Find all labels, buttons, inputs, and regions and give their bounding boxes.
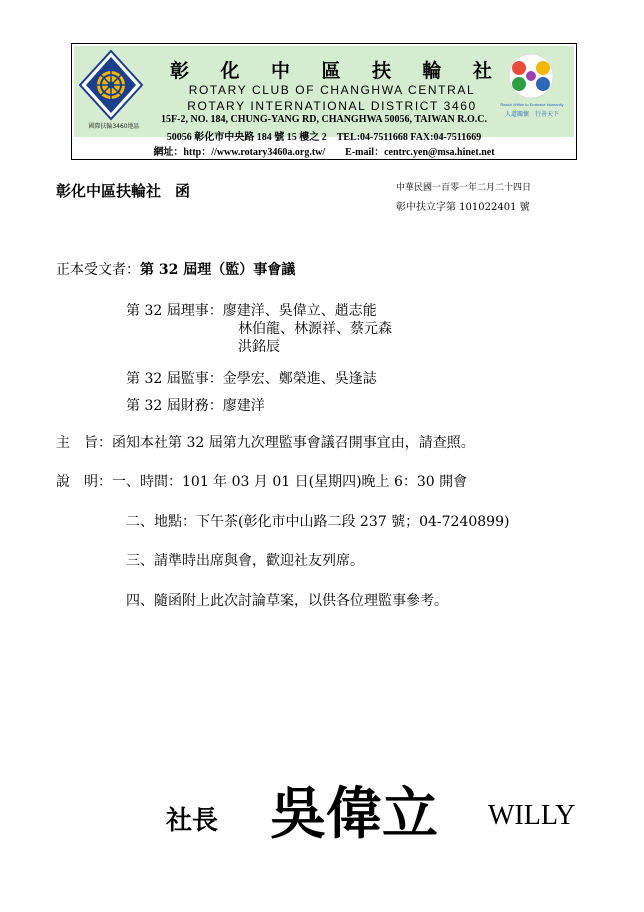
club-name-char: 彰 — [170, 60, 190, 82]
subject-label: 主 旨： — [56, 435, 112, 451]
directors-label: 第 32 屆理事： — [126, 303, 223, 319]
heart-yellow-icon — [536, 61, 550, 75]
treasurer-name: 廖建洋 — [222, 398, 265, 414]
club-name-char: 社 — [472, 60, 492, 82]
recipient-value: 第 32 屆理（監）事會議 — [140, 262, 296, 278]
humanity-tagline: Reach Within to Embrace Humanity — [500, 102, 564, 107]
sender — [56, 180, 190, 201]
district-name-en: ROTARY INTERNATIONAL DISTRICT 3460 — [187, 99, 477, 113]
club-name-char: 區 — [321, 60, 341, 82]
club-name-char: 中 — [270, 60, 290, 82]
club-name-char: 輪 — [422, 60, 442, 82]
explanation-item: 二、地點：下午茶(彰化市中山路二段 237 號；04-7240899) — [126, 514, 510, 530]
explanation-item: 一、時間：101 年 03 月 01 日(星期四)晚上 6：30 開會 — [112, 474, 468, 490]
document-date: 中華民國一百零一年二月二十四日 — [396, 183, 532, 193]
explanation-item: 三、請準時出席與會，歡迎社友列席。 — [126, 553, 364, 569]
heart-red-icon — [512, 61, 526, 75]
club-name-en: ROTARY CLUB OF CHANGHWA CENTRAL — [188, 83, 476, 97]
directors-names: 廖建洋、吳偉立、趙志能 — [222, 303, 377, 319]
treasurer-line — [126, 395, 265, 415]
directors-names-3: 洪銘辰 — [238, 339, 280, 355]
recipient-line — [56, 259, 295, 279]
sender-suffix: 函 — [175, 182, 191, 200]
club-name-char: 扶 — [371, 60, 391, 82]
treasurer-label: 第 32 屆財務： — [126, 398, 223, 414]
explanation-label: 說 明： — [56, 474, 112, 490]
district-diamond-logo — [78, 49, 144, 121]
letterhead — [71, 43, 577, 160]
club-name-zh — [170, 56, 492, 83]
explanation-item: 四、隨函附上此次討論草案，以供各位理監事參考。 — [126, 593, 448, 609]
directors-line — [126, 300, 377, 320]
heart-green-icon — [512, 77, 526, 91]
humanity-tagline-zh: 人道關懷 行善天下 — [504, 111, 559, 118]
web-email: 網址：http：//www.rotary3460a.org.tw/ E-mail：centrc.yen@msa.hinet.net — [153, 147, 495, 158]
district-logo-caption: 國際扶輪3460地區 — [88, 123, 140, 130]
signature-english: WILLY — [488, 800, 576, 831]
heart-blue-icon — [536, 77, 550, 91]
address-zh-phone: 50056 彰化市中央路 184 號 15 樓之 2 TEL:04-7511668 FAX:04-7511669 — [166, 132, 482, 143]
subject-text: 函知本社第 32 屆第九次理監事會議召開事宜由，請查照。 — [112, 435, 475, 451]
signature-name: 吳偉立 — [270, 782, 438, 847]
supervisors-names: 金學宏、鄭榮進、吳逢誌 — [222, 371, 377, 387]
directors-names-2: 林伯龍、林源祥、蔡元森 — [238, 321, 392, 337]
document-number: 彰中扶立字第 101022401 號 — [396, 202, 530, 213]
humanity-theme-logo — [502, 50, 560, 100]
address-en: 15F-2, NO. 184, CHUNG-YANG RD, CHANGHWA 50056, TAIWAN R.O.C. — [161, 114, 487, 125]
supervisors-line — [126, 368, 377, 388]
signature-title: 社長 — [166, 806, 219, 836]
club-name-char: 化 — [220, 60, 240, 82]
supervisors-label: 第 32 屆監事： — [126, 371, 223, 387]
sender-name: 彰化中區扶輪社 — [56, 182, 162, 200]
subject-line — [56, 432, 475, 452]
explanation-line — [56, 471, 467, 491]
recipient-label: 正本受文者： — [56, 262, 140, 278]
